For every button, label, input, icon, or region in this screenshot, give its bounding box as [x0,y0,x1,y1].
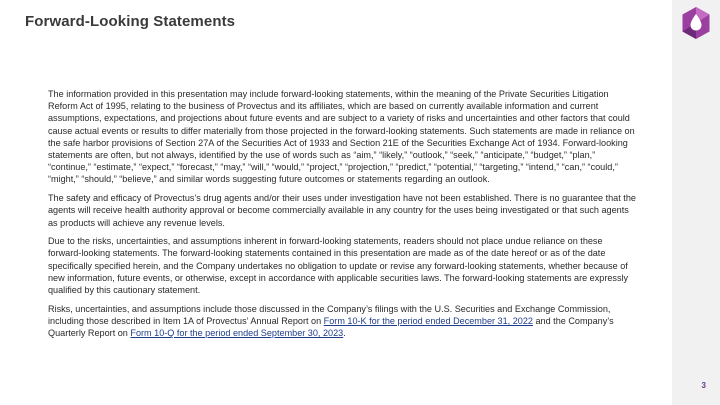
paragraph-safe-harbor: The information provided in this presentation may include forward-looking statements, within the meaning of the Private Securities Litigation Reform Act of 1995, relating to the business of Provectus and its affiliates, which are based on currently available information and current assumptions, expectations, and projections about future events and are subject to a variety of risks and uncertainties and other factors that could cause actual events or results to differ materially from those projected in the forward-looking statements. Such statements are made in reliance on the safe harbor provisions of Section 27A of the Securities Act of 1933 and Section 21E of the Securities Exchange Act of 1934. Forward-looking statements are often, but not always, identified by the use of words such as “aim,” “likely,” “outlook,” “seek,” “anticipate,” “budget,” “plan,” “continue,” “estimate,” “expect,” “forecast,” “may,” “will,” “would,” “project,” “projection,” “predict,” “potential,” “targeting,” “intend,” “can,” “could,” “might,” “should,” “believe,” and similar words suggesting future outcomes or statements regarding an outlook. [48,89,635,185]
disclaimer-body [48,88,638,346]
risk-text-1: Risks, uncertainties, and assumptions include those discussed in the Company’s filings with the U.S. Securities and Exchange Commission, including those described in Item 1A of Provectus’ Annual Report on [48,303,611,326]
right-sidebar-band [672,0,720,405]
droplet-hexagon-logo-icon [681,6,711,40]
page-title: Forward-Looking Statements [25,13,236,30]
risk-text-2: and the Company’s Quarterly Report on [48,315,614,339]
paragraph-undue-reliance: Due to the risks, uncertainties, and assumptions inherent in forward-looking statements, readers should not place undue reliance on these forward-looking statements. The forward-looking statements contained in this presentation are made as of the date hereof or as of the date specifically specified herein, and the Company undertakes no obligation to update or revise any forward-looking statements, whether because of new information, future events, or otherwise, except in accordance with applicable securities laws. The forward-looking statements are expressly qualified by this cautionary statement. [48,236,629,296]
paragraph-safety-efficacy: The safety and efficacy of Provectus’s drug agents and/or their uses under investigation have not been established. There is no guarantee that the agents will receive health authority approval or become commercially available in any country for the uses being investigated or that such agents as products will achieve any revenue levels. [48,193,636,228]
risk-text-3: . [343,328,346,339]
page-number: 3 [701,381,706,390]
form-10q-link[interactable]: Form 10-Q for the period ended September 30, 2023 [130,328,344,339]
form-10k-link[interactable]: Form 10-K for the period ended December 31, 2022 [323,315,533,326]
paragraph-risk-filings [48,303,638,340]
